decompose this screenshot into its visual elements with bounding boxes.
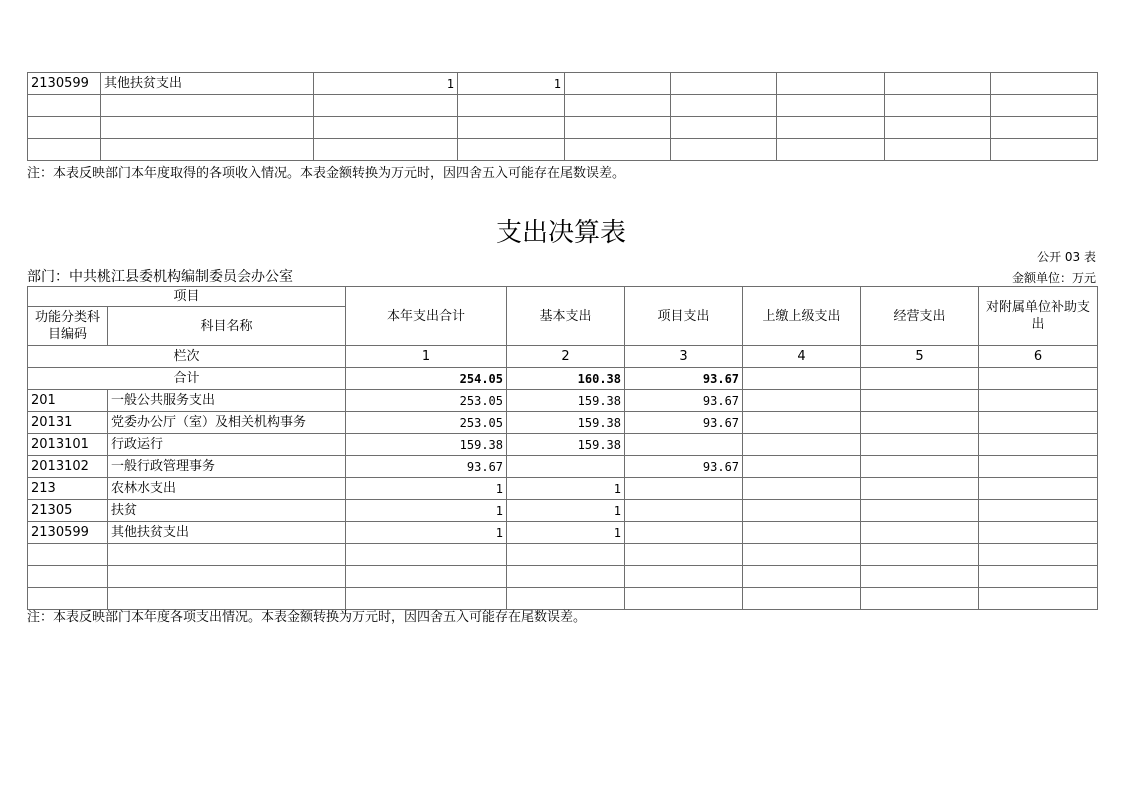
table-cell [314,139,458,161]
header-col-total: 本年支出合计 [346,287,507,346]
amount-cell [861,522,979,544]
table-cell [671,139,777,161]
table-cell [458,95,565,117]
amount-cell: 1 [346,500,507,522]
amount-cell: 1 [507,522,625,544]
amount-cell [743,566,861,588]
table-cell [458,139,565,161]
total-value: 254.05 [346,368,507,390]
amount-cell [979,456,1098,478]
subject-code [28,566,108,588]
table-cell [101,95,314,117]
table-cell: 其他扶贫支出 [101,73,314,95]
amount-cell [507,566,625,588]
subject-code: 2013101 [28,434,108,456]
amount-cell [743,544,861,566]
table-cell [671,95,777,117]
table-cell [565,139,671,161]
amount-cell: 1 [346,478,507,500]
page-title: 支出决算表 [495,218,626,248]
total-label: 合计 [28,368,346,390]
table-cell [565,95,671,117]
amount-cell [979,522,1098,544]
table-cell [671,117,777,139]
form-code: 公开 03 表 [1037,250,1096,264]
income-table-body [28,73,1098,161]
lanci-number: 4 [743,346,861,368]
amount-cell [979,478,1098,500]
lanci-number: 3 [625,346,743,368]
subject-name: 行政运行 [108,434,346,456]
header-name: 科目名称 [108,307,346,346]
subject-name [108,566,346,588]
header-col-remit: 上缴上级支出 [743,287,861,346]
total-value: 160.38 [507,368,625,390]
table-row [28,73,1098,95]
table-cell [565,117,671,139]
amount-cell: 159.38 [507,434,625,456]
amount-cell [743,390,861,412]
table-cell [101,139,314,161]
amount-cell [743,588,861,610]
subject-name: 其他扶贫支出 [108,522,346,544]
amount-cell: 1 [507,500,625,522]
amount-cell: 1 [507,478,625,500]
amount-cell [507,456,625,478]
table-cell [101,117,314,139]
table-cell [991,95,1098,117]
amount-cell [625,544,743,566]
table-cell [565,73,671,95]
amount-cell [625,478,743,500]
amount-cell [979,544,1098,566]
table-cell: 2130599 [28,73,101,95]
subject-code [28,544,108,566]
header-col-subsidy: 对附属单位补助支出 [979,287,1098,346]
table-cell [777,117,885,139]
header-col-basic: 基本支出 [507,287,625,346]
subject-name [108,544,346,566]
department-label: 部门：中共桃江县委机构编制委员会办公室 [27,269,293,285]
amount-cell: 253.05 [346,412,507,434]
table-cell [777,95,885,117]
total-value [979,368,1098,390]
header-col-operating: 经营支出 [861,287,979,346]
table-row [28,566,1098,588]
subject-name: 农林水支出 [108,478,346,500]
table-row [28,478,1098,500]
table-cell [314,95,458,117]
table-cell [885,73,991,95]
table-cell: 1 [314,73,458,95]
table-cell [777,139,885,161]
amount-cell: 159.38 [346,434,507,456]
table-cell [28,117,101,139]
table-cell [314,117,458,139]
amount-cell [861,478,979,500]
table-cell [885,117,991,139]
amount-cell [743,500,861,522]
amount-cell [507,544,625,566]
subject-name: 一般行政管理事务 [108,456,346,478]
amount-cell [346,544,507,566]
amount-cell [625,522,743,544]
amount-cell [346,566,507,588]
table-row [28,139,1098,161]
subject-name: 党委办公厅（室）及相关机构事务 [108,412,346,434]
amount-cell: 1 [346,522,507,544]
table-cell [671,73,777,95]
lanci-number: 6 [979,346,1098,368]
amount-cell [979,500,1098,522]
table-row [28,117,1098,139]
table-row [28,434,1098,456]
subject-code: 20131 [28,412,108,434]
amount-cell: 93.67 [625,412,743,434]
amount-cell [743,522,861,544]
subject-name: 一般公共服务支出 [108,390,346,412]
table-row [28,544,1098,566]
amount-cell [743,434,861,456]
amount-cell [861,588,979,610]
amount-cell [861,412,979,434]
table-cell [28,95,101,117]
subject-code: 201 [28,390,108,412]
amount-cell [625,434,743,456]
income-table-continuation [27,72,1098,161]
lanci-number: 5 [861,346,979,368]
header-project: 项目 [28,287,346,307]
expenditure-table-body [28,390,1098,610]
table-cell [28,139,101,161]
table-cell [991,73,1098,95]
amount-cell [861,544,979,566]
amount-cell: 93.67 [346,456,507,478]
table-cell [991,139,1098,161]
amount-cell [861,434,979,456]
amount-cell [743,456,861,478]
subject-code: 213 [28,478,108,500]
amount-cell [743,412,861,434]
unit-label: 金额单位：万元 [1011,271,1096,285]
amount-cell [979,588,1098,610]
amount-cell: 253.05 [346,390,507,412]
amount-cell [625,588,743,610]
total-value: 93.67 [625,368,743,390]
amount-cell: 93.67 [625,390,743,412]
lanci-number: 1 [346,346,507,368]
subject-code: 2130599 [28,522,108,544]
table-row [28,95,1098,117]
income-table-note: 注：本表反映部门本年度取得的各项收入情况。本表金额转换为万元时，因四舍五入可能存在尾数误差。 [27,166,626,181]
amount-cell [861,456,979,478]
subject-code: 2013102 [28,456,108,478]
amount-cell [979,390,1098,412]
amount-cell: 93.67 [625,456,743,478]
amount-cell [743,478,861,500]
lanci-number: 2 [507,346,625,368]
amount-cell: 159.38 [507,412,625,434]
amount-cell [625,500,743,522]
table-row [28,412,1098,434]
table-cell [777,73,885,95]
amount-cell [979,566,1098,588]
amount-cell: 159.38 [507,390,625,412]
amount-cell [861,500,979,522]
table-row [28,390,1098,412]
total-row [28,368,1098,390]
amount-cell [979,412,1098,434]
table-row [28,456,1098,478]
total-value [861,368,979,390]
subject-code: 21305 [28,500,108,522]
table-row [28,522,1098,544]
table-cell [885,95,991,117]
expenditure-table-note: 注：本表反映部门本年度各项支出情况。本表金额转换为万元时，因四舍五入可能存在尾数误差。 [27,610,587,625]
header-code: 功能分类科目编码 [28,307,108,346]
amount-cell [861,566,979,588]
amount-cell [625,566,743,588]
header-lanci: 栏次 [28,346,346,368]
table-cell: 1 [458,73,565,95]
table-row [28,500,1098,522]
expenditure-table [27,286,1098,610]
amount-cell [861,390,979,412]
table-cell [991,117,1098,139]
header-col-project: 项目支出 [625,287,743,346]
total-value [743,368,861,390]
table-cell [885,139,991,161]
table-cell [458,117,565,139]
subject-name: 扶贫 [108,500,346,522]
amount-cell [979,434,1098,456]
